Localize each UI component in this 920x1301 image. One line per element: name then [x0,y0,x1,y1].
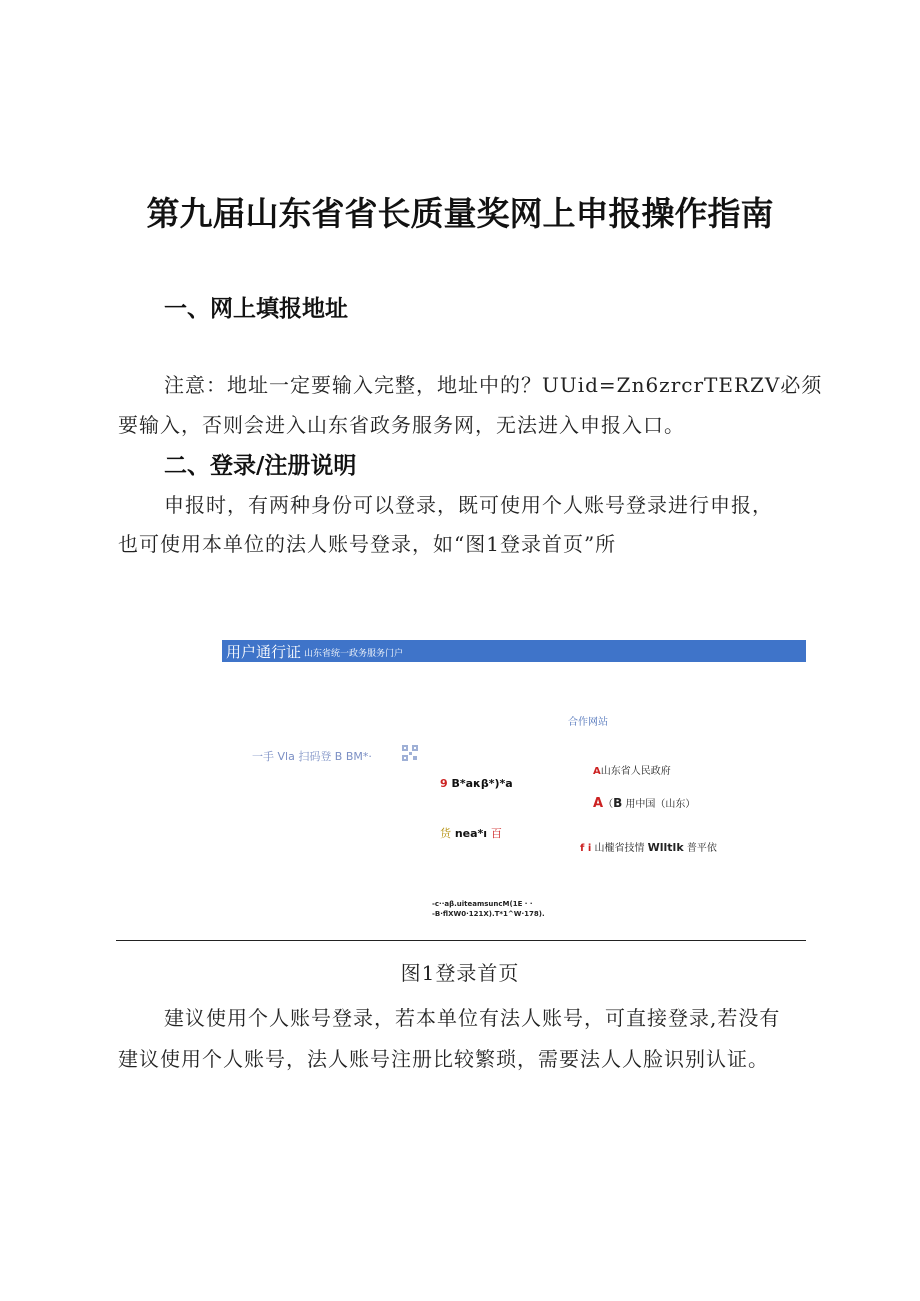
partner-label-post: 普平依 [683,843,717,854]
figure-footer-line-1: -c··aβ.uiteamsuncM(1E · · [432,900,533,908]
option-label: B*aκβ*)*a [447,777,513,790]
partner-logo-icon: A [593,766,601,777]
partner-label-pre: 山櫳省技情 [591,843,648,854]
partner-link-tech-platform[interactable] [580,839,717,854]
partner-link-shandong-gov[interactable] [593,762,671,777]
register-link-row[interactable] [440,825,502,841]
register-link-label: nea*ı [451,827,491,840]
figure-footer-line-2: -B·flXW0·121X).T*1^W·178). [432,910,545,918]
qr-login-tab[interactable]: 一手 Vla 扫码登 B BM*· [252,750,372,763]
partner-label: 山东省人民政府 [600,766,671,777]
hundred-glyph: 百 [490,827,502,840]
option-number: 9 [440,777,448,790]
partner-link-credit-china[interactable] [593,795,695,811]
document-title: 第九届山东省省长质量奖网上申报操作指南 [146,194,774,233]
partner-label: 用中国（山东） [622,799,696,810]
notice-text-line-1: 注意：地址一定要输入完整，地址中的？UUid=Zn6zrcrTERZV必须 [164,373,823,397]
figure-brand-title: 用户通行证 [226,643,302,661]
login-text-line-1: 申报时，有两种身份可以登录，既可使用个人账号登录进行申报， [164,493,773,517]
qr-code-icon[interactable] [402,745,418,761]
figure-divider [116,940,806,941]
partner-open-paren: （ [603,799,614,810]
account-login-option[interactable] [440,777,513,790]
section-heading-address: 一、网上填报地址 [164,296,348,322]
login-page-figure [222,640,806,930]
partner-b-glyph: B [613,796,623,810]
partner-logo-icon: A [593,796,604,811]
partner-logo-icon: f i [580,843,592,854]
section-heading-login: 二、登录/注册说明 [164,453,357,479]
figure-caption: 图1登录首页 [400,961,520,985]
goods-glyph: 货 [440,827,451,840]
advice-text-line-2: 建议使用个人账号，法人账号注册比较繁琐，需要法人人脸识别认证。 [118,1047,769,1071]
login-text-line-2: 也可使用本单位的法人账号登录，如“图1登录首页”所 [118,532,617,556]
partner-label-strong: Wlltlk [647,841,684,854]
partner-sites-title: 合作网站 [568,717,608,728]
advice-text-line-1: 建议使用个人账号登录，若本单位有法人账号，可直接登录,若没有 [164,1006,781,1030]
figure-header-bar [222,640,806,662]
figure-portal-subtitle: 山东省统一政务服务门户 [304,649,404,659]
notice-text-line-2: 要输入，否则会进入山东省政务服务网，无法进入申报入口。 [118,413,685,437]
